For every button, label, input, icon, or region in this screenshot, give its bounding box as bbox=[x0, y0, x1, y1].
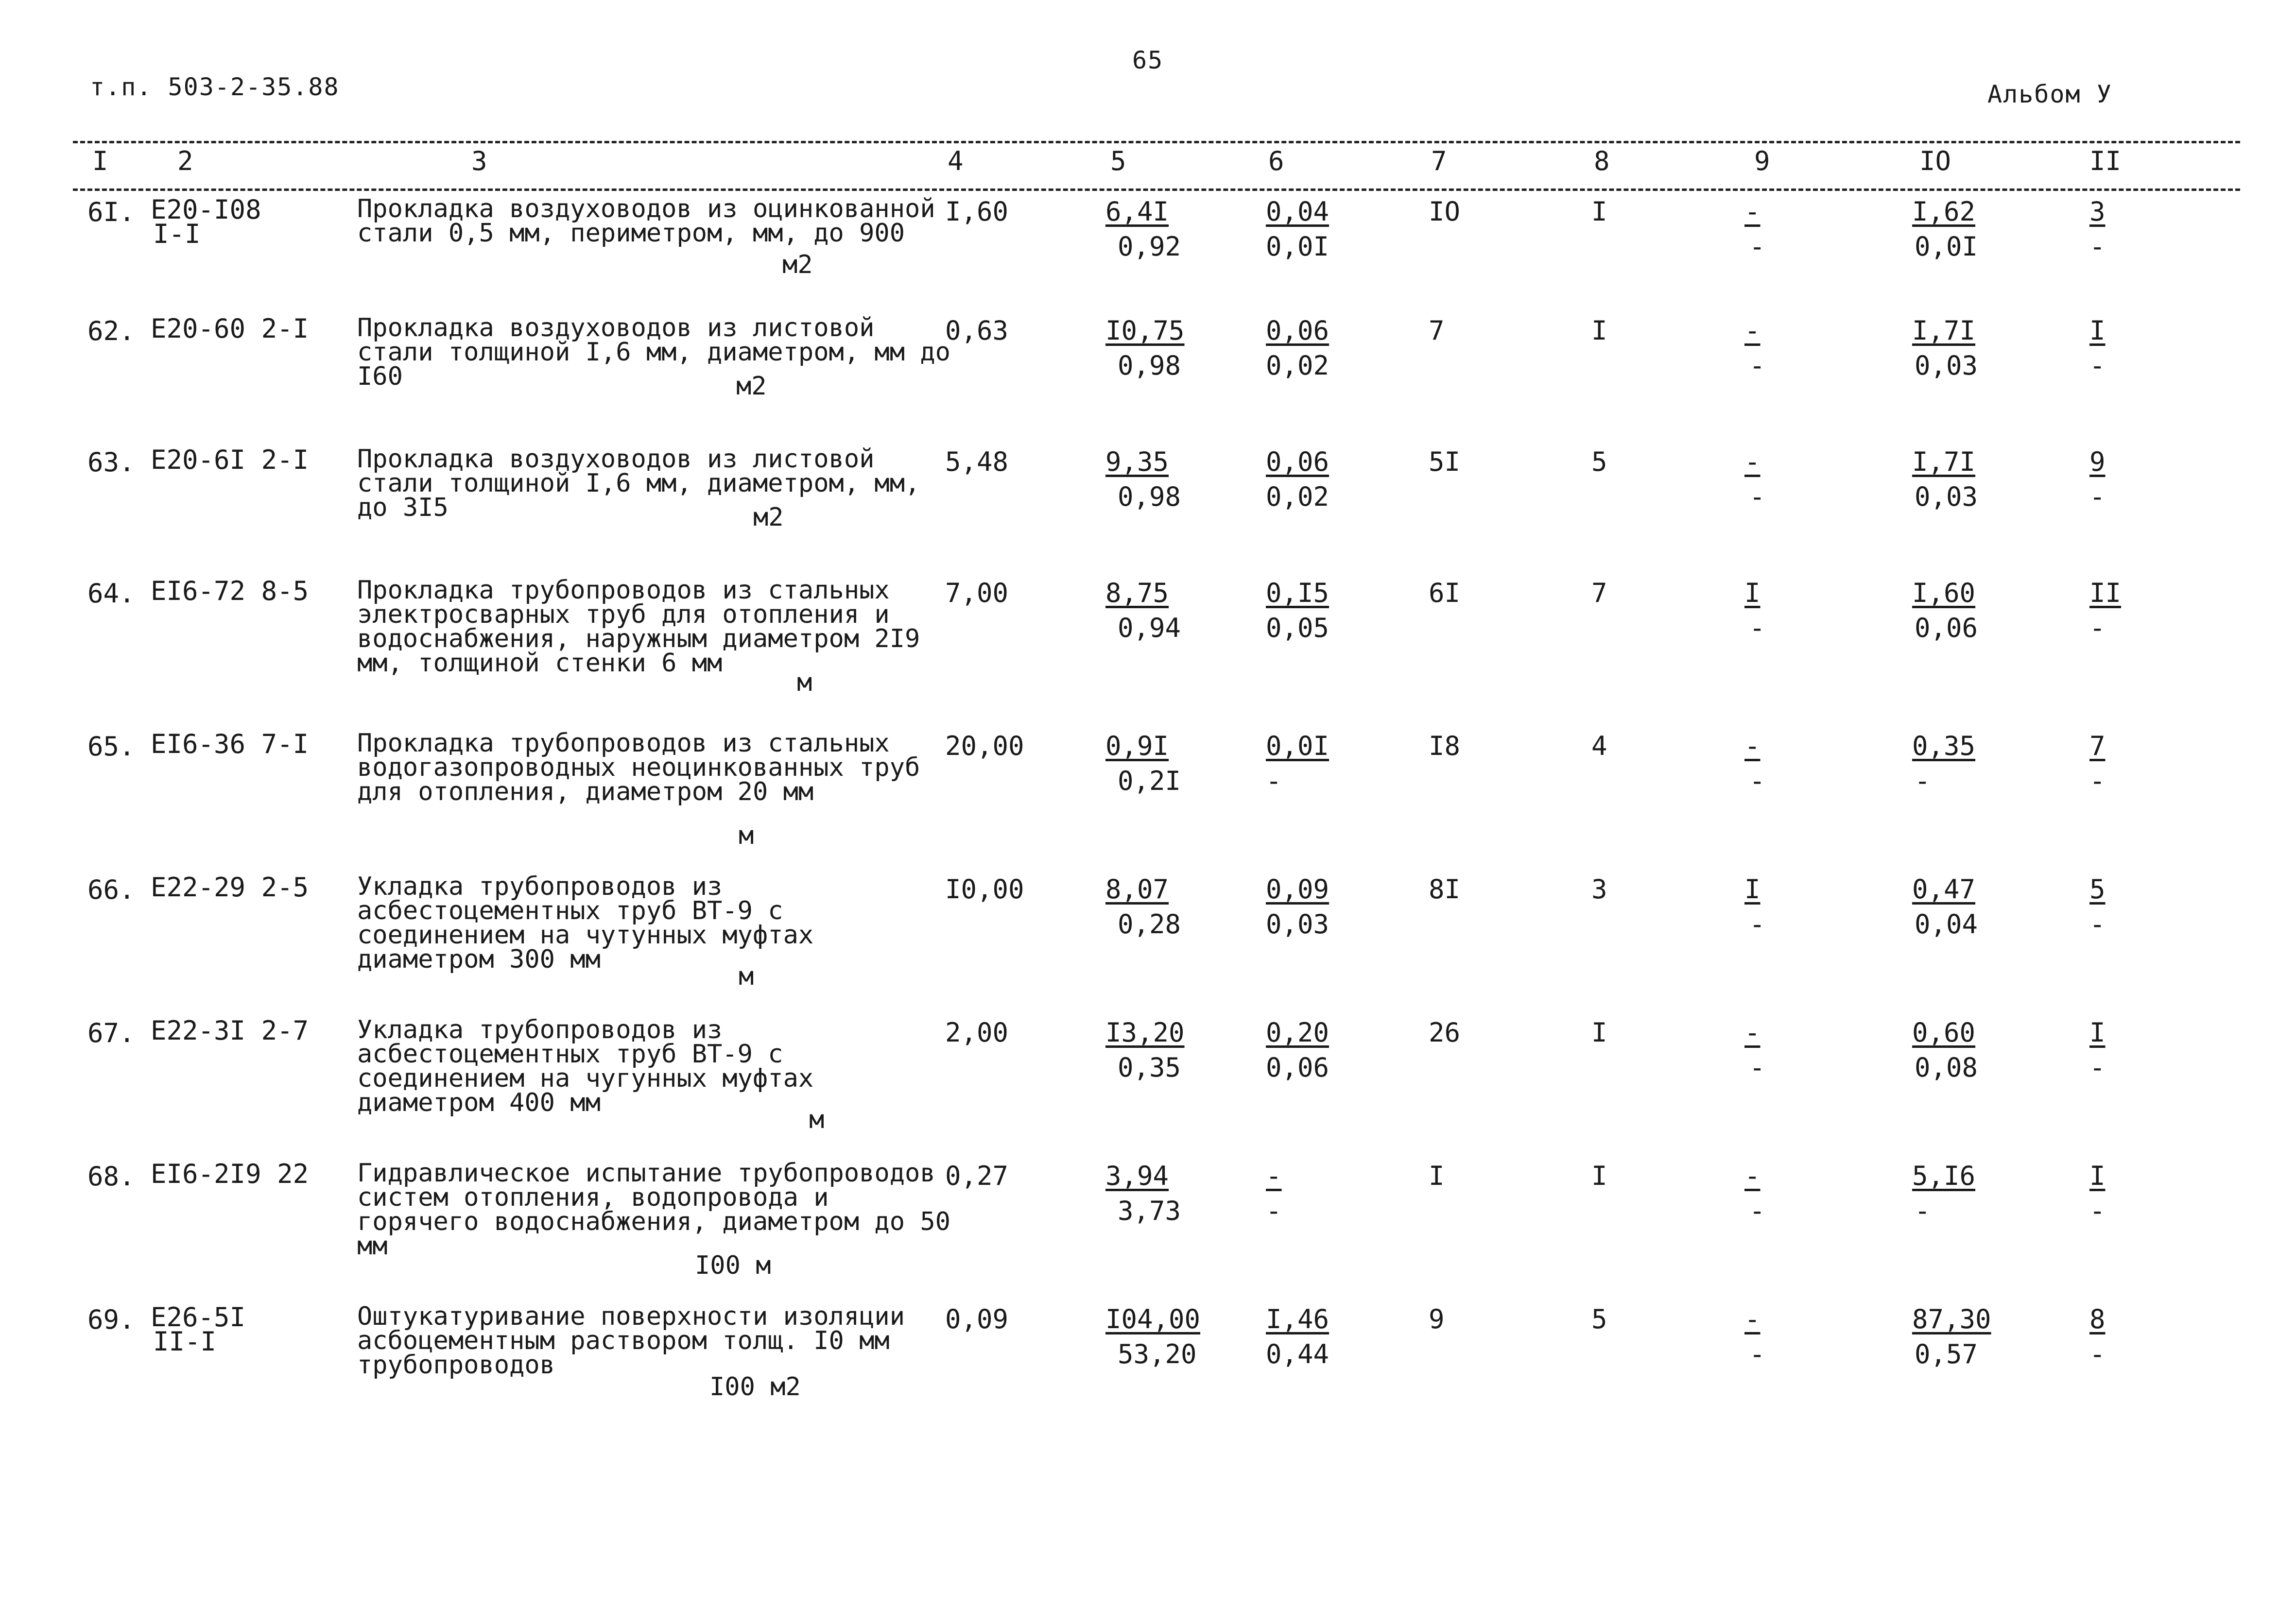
col-3: 3 bbox=[471, 146, 487, 176]
row-number: 67. bbox=[87, 1018, 135, 1048]
col6-top: 0,09 bbox=[1266, 874, 1329, 905]
col9-top: - bbox=[1744, 731, 1761, 761]
row-quantity: 0,63 bbox=[945, 315, 1009, 346]
col5-top: 3,94 bbox=[1105, 1161, 1169, 1191]
col-8: 8 bbox=[1594, 146, 1610, 176]
col7-value: 5I bbox=[1429, 446, 1461, 477]
col5-bottom: 53,20 bbox=[1118, 1339, 1197, 1369]
col11-top: 5 bbox=[2089, 874, 2106, 905]
col-6: 6 bbox=[1268, 146, 1284, 176]
row-quantity: 0,27 bbox=[945, 1161, 1009, 1191]
col5-top: I04,00 bbox=[1105, 1304, 1201, 1334]
row-description: Укладка трубопроводов из асбестоцементных труб ВТ-9 с соединением на чугунных муфтах диаметром 400 мм bbox=[357, 1015, 814, 1117]
col10-top: 5,I6 bbox=[1912, 1161, 1976, 1191]
row-unit: м2 bbox=[782, 250, 813, 279]
col6-bottom: 0,02 bbox=[1266, 481, 1329, 512]
col11-top: 9 bbox=[2089, 446, 2106, 477]
col7-value: 7 bbox=[1429, 315, 1445, 346]
row-quantity: I0,00 bbox=[945, 874, 1024, 905]
col-7: 7 bbox=[1431, 146, 1447, 176]
col9-top: - bbox=[1744, 1161, 1761, 1191]
col9-top: I bbox=[1744, 578, 1761, 608]
col5-bottom: 0,2I bbox=[1118, 766, 1181, 796]
album-label: Альбом У bbox=[1987, 80, 2112, 108]
header-top-rule bbox=[73, 141, 2240, 143]
col7-value: 26 bbox=[1429, 1017, 1461, 1048]
col5-top: 8,07 bbox=[1105, 874, 1169, 905]
col10-top: 0,47 bbox=[1912, 874, 1976, 905]
col10-bottom: 0,57 bbox=[1915, 1339, 1978, 1369]
col9-bottom: - bbox=[1749, 1196, 1765, 1226]
col10-bottom: 0,03 bbox=[1915, 350, 1978, 381]
col6-bottom: - bbox=[1266, 766, 1282, 796]
row-code: E26-5I bbox=[151, 1302, 246, 1333]
col6-bottom: 0,06 bbox=[1266, 1052, 1329, 1083]
col6-bottom: 0,0I bbox=[1266, 231, 1329, 262]
col9-top: - bbox=[1744, 1304, 1761, 1334]
col9-bottom: - bbox=[1749, 909, 1765, 940]
col10-bottom: 0,06 bbox=[1915, 613, 1978, 643]
col9-bottom: - bbox=[1749, 613, 1765, 643]
col-5: 5 bbox=[1110, 146, 1126, 176]
row-quantity: 5,48 bbox=[945, 446, 1009, 477]
col11-bottom: - bbox=[2089, 909, 2106, 940]
col9-bottom: - bbox=[1749, 1339, 1765, 1369]
col5-bottom: 0,92 bbox=[1118, 231, 1181, 262]
row-description: Гидравлическое испытание трубопроводов систем отопления, водопровода и горячего водоснабжения, диаметром до 50 мм bbox=[357, 1159, 950, 1261]
col9-bottom: - bbox=[1749, 481, 1765, 512]
col11-bottom: - bbox=[2089, 766, 2106, 796]
col10-bottom: - bbox=[1915, 1196, 1931, 1226]
col-11: II bbox=[2089, 146, 2122, 176]
row-number: 65. bbox=[87, 731, 135, 762]
col9-top: - bbox=[1744, 446, 1761, 477]
col9-top: - bbox=[1744, 196, 1761, 227]
col11-bottom: - bbox=[2089, 1052, 2106, 1083]
row-number: 66. bbox=[87, 874, 135, 905]
row-quantity: 20,00 bbox=[945, 731, 1024, 761]
col9-top: - bbox=[1744, 315, 1761, 346]
col6-top: - bbox=[1266, 1161, 1282, 1191]
row-quantity: I,60 bbox=[945, 196, 1009, 227]
col5-top: 8,75 bbox=[1105, 578, 1169, 608]
col10-bottom: 0,0I bbox=[1915, 231, 1978, 262]
row-number: 68. bbox=[87, 1161, 135, 1192]
col11-top: I bbox=[2089, 315, 2106, 346]
col6-bottom: - bbox=[1266, 1196, 1282, 1226]
col10-top: I,60 bbox=[1912, 578, 1976, 608]
row-description: Укладка трубопроводов из асбестоцементных труб ВТ-9 с соединением на чутунных муфтах диаметром 300 мм bbox=[357, 872, 814, 974]
col7-value: 9 bbox=[1429, 1304, 1445, 1334]
row-unit: м2 bbox=[753, 503, 784, 532]
row-code: E22-29 2-5 bbox=[151, 872, 309, 903]
row-code: EI6-2I9 22 bbox=[151, 1159, 309, 1189]
col5-bottom: 0,98 bbox=[1118, 350, 1181, 381]
col-9: 9 bbox=[1754, 146, 1770, 176]
row-code-continuation: II-I bbox=[153, 1326, 217, 1357]
col6-top: 0,I5 bbox=[1266, 578, 1329, 608]
doc-code: т.п. 503-2-35.88 bbox=[90, 73, 340, 101]
col6-top: 0,0I bbox=[1266, 731, 1329, 761]
col10-bottom: 0,08 bbox=[1915, 1052, 1978, 1083]
col8-value: 5 bbox=[1591, 1304, 1607, 1334]
col8-value: I bbox=[1591, 1161, 1607, 1191]
row-unit: м2 bbox=[736, 372, 767, 401]
col8-value: I bbox=[1591, 196, 1607, 227]
col5-bottom: 0,35 bbox=[1118, 1052, 1181, 1083]
col7-value: IO bbox=[1429, 196, 1461, 227]
col5-top: 9,35 bbox=[1105, 446, 1169, 477]
col11-bottom: - bbox=[2089, 1196, 2106, 1226]
row-unit: м bbox=[739, 962, 754, 991]
row-description: Оштукатуривание поверхности изоляции асбоцементным раствором толщ. I0 мм трубопроводов bbox=[357, 1302, 905, 1380]
col9-bottom: - bbox=[1749, 1052, 1765, 1083]
col9-top: - bbox=[1744, 1017, 1761, 1048]
col11-top: I bbox=[2089, 1161, 2106, 1191]
col6-top: 0,04 bbox=[1266, 196, 1329, 227]
col7-value: 8I bbox=[1429, 874, 1461, 905]
col11-bottom: - bbox=[2089, 613, 2106, 643]
col8-value: 7 bbox=[1591, 578, 1607, 608]
col10-top: 87,30 bbox=[1912, 1304, 1991, 1334]
col6-bottom: 0,02 bbox=[1266, 350, 1329, 381]
page-number: 65 bbox=[1132, 46, 1164, 74]
row-code: E20-6I 2-I bbox=[151, 444, 309, 475]
col6-top: 0,06 bbox=[1266, 315, 1329, 346]
col11-top: II bbox=[2089, 578, 2122, 608]
col10-top: I,7I bbox=[1912, 446, 1976, 477]
row-unit: I00 м bbox=[695, 1251, 771, 1280]
col11-bottom: - bbox=[2089, 231, 2106, 262]
col10-top: 0,35 bbox=[1912, 731, 1976, 761]
row-description: Прокладка трубопроводов из стальных водогазопроводных неоцинкованных труб для отопления, диаметром 20 мм bbox=[357, 729, 920, 806]
row-quantity: 0,09 bbox=[945, 1304, 1009, 1334]
col11-bottom: - bbox=[2089, 481, 2106, 512]
col7-value: 6I bbox=[1429, 578, 1461, 608]
col9-bottom: - bbox=[1749, 766, 1765, 796]
col-10: IO bbox=[1919, 146, 1951, 176]
row-description: Прокладка воздуховодов из листовой стали толщиной I,6 мм, диаметром, мм до I60 bbox=[357, 313, 950, 391]
col7-value: I bbox=[1429, 1161, 1445, 1191]
row-number: 62. bbox=[87, 316, 135, 346]
col6-bottom: 0,44 bbox=[1266, 1339, 1329, 1369]
col-2: 2 bbox=[177, 146, 193, 176]
col6-top: I,46 bbox=[1266, 1304, 1329, 1334]
col5-top: 6,4I bbox=[1105, 196, 1169, 227]
row-description: Прокладка воздуховодов из оцинкованной стали 0,5 мм, периметром, мм, до 900 bbox=[357, 194, 935, 248]
row-code: E20-I08 bbox=[151, 194, 261, 225]
col5-bottom: 0,98 bbox=[1118, 481, 1181, 512]
row-unit: м bbox=[797, 668, 812, 697]
col-1: I bbox=[92, 146, 108, 176]
col5-bottom: 0,94 bbox=[1118, 613, 1181, 643]
col8-value: I bbox=[1591, 1017, 1607, 1048]
row-number: 6I. bbox=[87, 197, 135, 227]
col6-top: 0,20 bbox=[1266, 1017, 1329, 1048]
col7-value: I8 bbox=[1429, 731, 1461, 761]
col11-bottom: - bbox=[2089, 1339, 2106, 1369]
row-quantity: 2,00 bbox=[945, 1017, 1009, 1048]
row-description: Прокладка воздуховодов из листовой стали толщиной I,6 мм, диаметром, мм, до 3I5 bbox=[357, 444, 920, 522]
col10-bottom: - bbox=[1915, 766, 1931, 796]
col5-top: 0,9I bbox=[1105, 731, 1169, 761]
header-bottom-rule bbox=[73, 188, 2240, 191]
col6-bottom: 0,03 bbox=[1266, 909, 1329, 940]
col10-bottom: 0,04 bbox=[1915, 909, 1978, 940]
col8-value: 3 bbox=[1591, 874, 1607, 905]
col9-bottom: - bbox=[1749, 231, 1765, 262]
col10-top: I,62 bbox=[1912, 196, 1976, 227]
row-code: E22-3I 2-7 bbox=[151, 1015, 309, 1046]
col9-bottom: - bbox=[1749, 350, 1765, 381]
col-4: 4 bbox=[948, 146, 964, 176]
col10-bottom: 0,03 bbox=[1915, 481, 1978, 512]
col6-top: 0,06 bbox=[1266, 446, 1329, 477]
col11-top: 3 bbox=[2089, 196, 2106, 227]
row-unit: м bbox=[809, 1105, 825, 1134]
col6-bottom: 0,05 bbox=[1266, 613, 1329, 643]
col10-top: I,7I bbox=[1912, 315, 1976, 346]
col5-bottom: 0,28 bbox=[1118, 909, 1181, 940]
col10-top: 0,60 bbox=[1912, 1017, 1976, 1048]
row-quantity: 7,00 bbox=[945, 578, 1009, 608]
row-code: EI6-72 8-5 bbox=[151, 576, 309, 606]
col5-bottom: 3,73 bbox=[1118, 1196, 1181, 1226]
col8-value: 5 bbox=[1591, 446, 1607, 477]
row-description: Прокладка трубопроводов из стальных электросварных труб для отопления и водоснабжения, наружным диаметром 2I9 мм, толщиной стенки 6 мм bbox=[357, 576, 920, 678]
row-unit: м bbox=[739, 821, 754, 850]
col8-value: I bbox=[1591, 315, 1607, 346]
col9-top: I bbox=[1744, 874, 1761, 905]
row-unit: I00 м2 bbox=[709, 1372, 801, 1402]
row-number: 64. bbox=[87, 578, 135, 609]
col11-bottom: - bbox=[2089, 350, 2106, 381]
col5-top: I0,75 bbox=[1105, 315, 1185, 346]
col11-top: I bbox=[2089, 1017, 2106, 1048]
row-number: 63. bbox=[87, 447, 135, 478]
row-code-continuation: I-I bbox=[153, 219, 201, 249]
col8-value: 4 bbox=[1591, 731, 1607, 761]
col11-top: 8 bbox=[2089, 1304, 2106, 1334]
col5-top: I3,20 bbox=[1105, 1017, 1185, 1048]
col11-top: 7 bbox=[2089, 731, 2106, 761]
row-code: E20-60 2-I bbox=[151, 313, 309, 344]
row-code: EI6-36 7-I bbox=[151, 729, 309, 759]
row-number: 69. bbox=[87, 1304, 135, 1335]
